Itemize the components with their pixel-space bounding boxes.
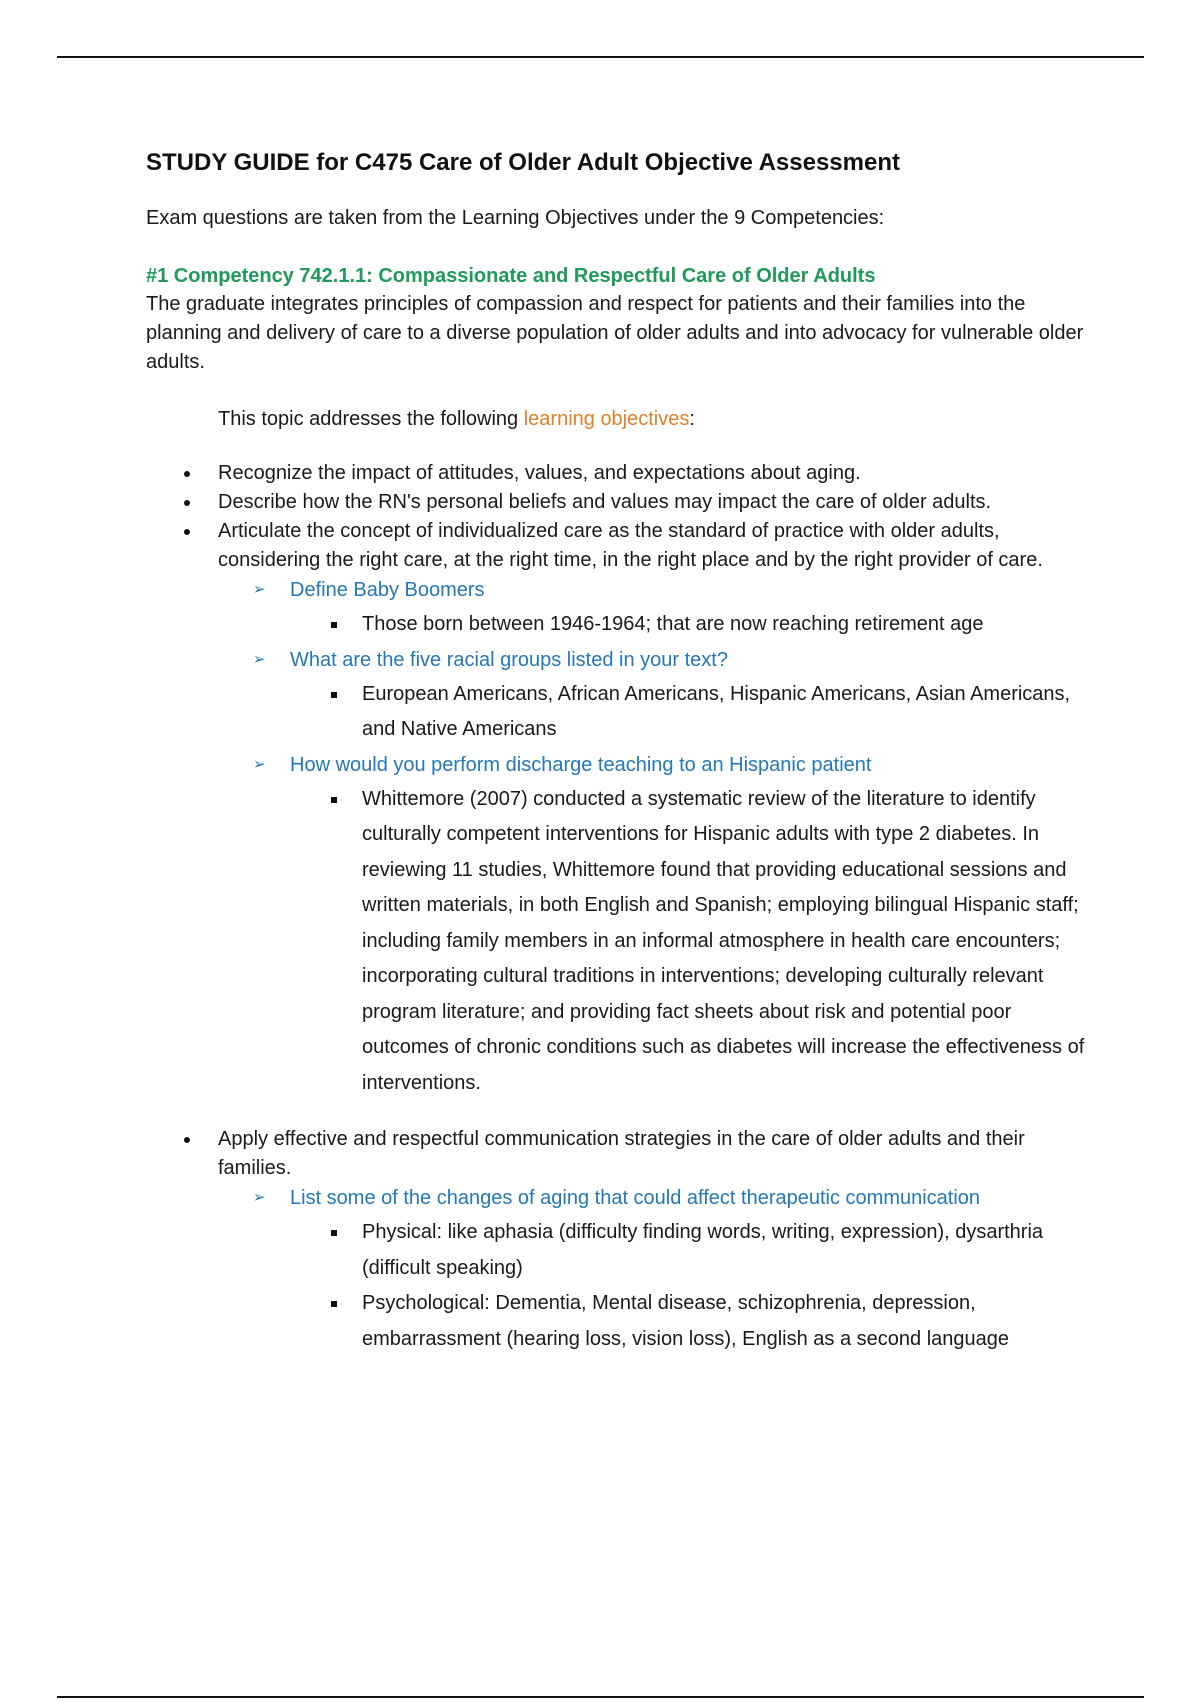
- arrow-bullet-icon: ➢: [253, 650, 266, 668]
- square-bullet-icon: [331, 622, 337, 628]
- square-bullet-icon: [331, 797, 337, 803]
- answer-item: [290, 607, 1096, 643]
- objective-item: [146, 488, 1096, 517]
- question-text: List some of the changes of aging that could affect therapeutic communication: [290, 1187, 981, 1209]
- objective-text: Recognize the impact of attitudes, values, and expectations about aging.: [218, 462, 861, 484]
- answer-list: [290, 677, 1096, 748]
- arrow-bullet-icon: ➢: [253, 581, 266, 598]
- answer-text: Physical: like aphasia (difficulty finding words, writing, expression), dysarthria (difficult speaking): [362, 1221, 1044, 1279]
- answer-item: [290, 1286, 1096, 1357]
- question-item: [218, 645, 1096, 748]
- objective-text: Articulate the concept of individualized care as the standard of practice with older adults, considering the right care, at the right time, in the right place and by the right provider of care.: [218, 520, 1043, 571]
- top-rule: [57, 56, 1144, 58]
- question-text: Define Baby Boomers: [290, 579, 485, 601]
- competency-heading: #1 Competency 742.1.1: Compassionate and Respectful Care of Older Adults: [146, 265, 876, 287]
- question-item: [218, 575, 1096, 643]
- answer-list: [290, 607, 1096, 643]
- answer-item: [290, 1215, 1096, 1286]
- square-bullet-icon: [331, 1301, 337, 1307]
- bullet-icon: [184, 471, 190, 477]
- objective-item: [146, 517, 1096, 1125]
- answer-item: [290, 782, 1096, 1102]
- square-bullet-icon: [331, 692, 337, 698]
- question-list: [218, 575, 1096, 1101]
- question-item: [218, 1183, 1096, 1357]
- document-title: STUDY GUIDE for C475 Care of Older Adult Objective Assessment: [146, 149, 900, 176]
- objectives-intro-highlight: learning objectives: [523, 408, 690, 430]
- answer-list: [290, 1215, 1096, 1357]
- answer-item: [290, 677, 1096, 748]
- document-page: [146, 146, 1096, 1359]
- bullet-icon: [184, 529, 190, 535]
- question-item: [218, 750, 1096, 1102]
- objectives-intro-before: This topic addresses the following: [218, 408, 524, 430]
- objective-item: [146, 1125, 1096, 1357]
- objective-list: [146, 459, 1096, 1357]
- arrow-bullet-icon: ➢: [253, 1189, 266, 1206]
- question-text: What are the five racial groups listed in your text?: [290, 648, 728, 671]
- bottom-rule: [57, 1696, 1144, 1698]
- objectives-intro: [218, 405, 1096, 433]
- question-text: How would you perform discharge teaching to an Hispanic patient: [290, 753, 872, 776]
- objective-text: Apply effective and respectful communication strategies in the care of older adults and their families.: [218, 1128, 1025, 1179]
- objective-item: [146, 459, 1096, 488]
- question-list: [218, 1183, 1096, 1357]
- answer-text: Those born between 1946-1964; that are now reaching retirement age: [362, 613, 984, 635]
- objective-text: Describe how the RN's personal beliefs and values may impact the care of older adults.: [218, 491, 992, 513]
- answer-text: European Americans, African Americans, Hispanic Americans, Asian Americans, and Native Americans: [362, 682, 1071, 740]
- answer-text: Whittemore (2007) conducted a systematic review of the literature to identify culturally competent interventions for Hispanic adults with type 2 diabetes. In reviewing 11 studies, Whittemore found that providing educational sessions and written materials, in both English and Spanish; employing bilingual Hispanic staff; including family members in an informal atmosphere in health care encounters; incorporating cultural traditions in interventions; developing culturally relevant program literature; and providing fact sheets about risk and potential poor outcomes of chronic conditions such as diabetes will increase the effectiveness of interventions.: [362, 787, 1085, 1094]
- bullet-icon: [184, 1137, 190, 1143]
- answer-list: [290, 782, 1096, 1102]
- competency-description: The graduate integrates principles of compassion and respect for patients and their families into the planning and delivery of care to a diverse population of older adults and into advocacy for vulnerable older adults.: [146, 293, 1084, 373]
- arrow-bullet-icon: ➢: [253, 755, 266, 773]
- bullet-icon: [184, 500, 190, 506]
- objectives-intro-after: :: [689, 408, 695, 430]
- spacer: [218, 1103, 1096, 1125]
- square-bullet-icon: [331, 1230, 337, 1236]
- answer-text: Psychological: Dementia, Mental disease, schizophrenia, depression, embarrassment (hearing loss, vision loss), English as a second language: [362, 1292, 1010, 1350]
- intro-text: Exam questions are taken from the Learning Objectives under the 9 Competencies:: [146, 207, 885, 229]
